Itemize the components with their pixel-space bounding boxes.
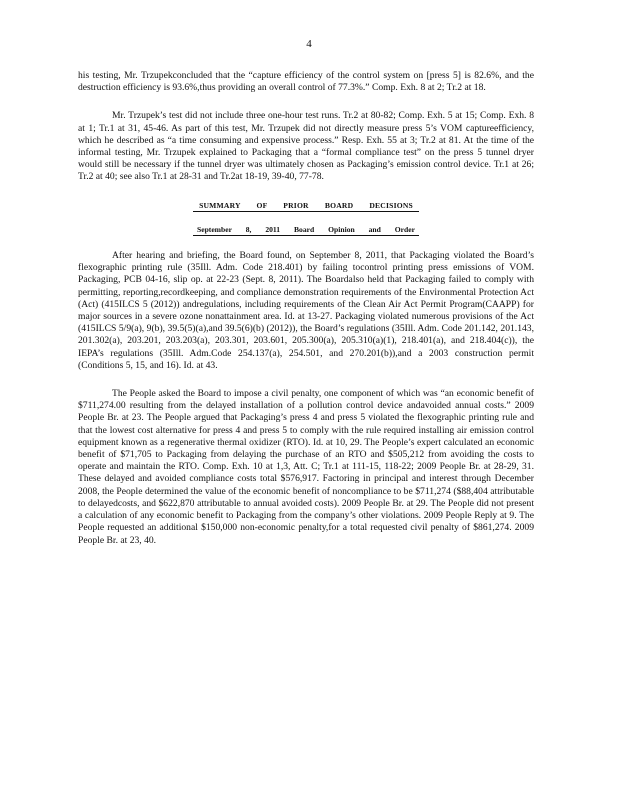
paragraph-testing-conclusion: his testing, Mr. Trzupekconcluded that the “capture efficiency of the control system on [press 5] is 82.6%, and the destruction efficiency is 93.6%,thus providing an overall control of 77.3%.” Comp. Exh. 8 at 2; Tr.2 at 18. [78,70,534,94]
page-number: 4 [306,38,312,50]
document-body [78,70,534,563]
paragraph-trzupek-test: Mr. Trzupek’s test did not include three one-hour test runs. Tr.2 at 80-82; Comp. Exh. 5 at 15; Comp. Exh. 8 at 1; Tr.1 at 31, 45-46. As part of this test, Mr. Trzupek did not directly measure press 5’s VOM captureefficiency, which he described as “a time consuming and expensive process.” Resp. Exh. 55 at 3; Tr.2 at 81. At the time of the informal testing, Mr. Trzupek explained to Packaging that a “formal compliance test” on the press 5 tunnel dryer would still be necessary if the tunnel dryer was ultimately chosen as Packaging’s emission control device. Tr.1 at 26; Tr.2 at 40; see also Tr.1 at 28-31 and Tr.2at 18-19, 39-40, 77-78. [78,110,534,183]
subsection-heading [78,224,534,236]
section-heading [78,200,534,212]
section-heading-text: SUMMARY OF PRIOR BOARD DECISIONS [193,201,419,212]
subsection-heading-text: September 8, 2011 Board Opinion and Order [193,225,419,236]
paragraph-civil-penalty: The People asked the Board to impose a civil penalty, one component of which was “an economic benefit of $711,274.00 resulting from the delayed installation of a pollution control device andavoided annual costs.” 2009 People Br. at 23. The People argued that Packaging’s press 4 and press 5 violated the flexographic printing rule and that the lowest cost alternative for press 4 and press 5 to comply with the rule required installing air emission control equipment known as a regenerative thermal oxidizer (RTO). Id. at 10, 29. The People’s expert calculated an economic benefit of $71,705 to Packaging from delaying the purchase of an RTO and $505,212 from avoiding the costs to operate and maintain the RTO. Comp. Exh. 10 at 1,3, Att. C; Tr.1 at 111-15, 118-22; 2009 People Br. at 28-29, 31. These delayed and avoided compliance costs total $576,917. Factoring in principal and interest through December 2008, the People determined the value of the economic benefit of noncompliance to be $711,274 ($88,404 attributable to delayedcosts, and $622,870 attributable to annual avoided costs). 2009 People Br. at 29. The People did not present a calculation of any economic benefit to Packaging from the company’s other violations. 2009 People Reply at 9. The People requested an additional $150,000 non-economic penalty,for a total requested civil penalty of $861,274. 2009 People Br. at 23, 40. [78,388,534,546]
paragraph-board-findings: After hearing and briefing, the Board found, on September 8, 2011, that Packaging violated the Board’s flexographic printing rule (35Ill. Adm. Code 218.401) by failing tocontrol printing press emissions of VOM. Packaging, PCB 04-16, slip op. at 22-23 (Sept. 8, 2011). The Boardalso held that Packaging failed to comply with permitting, reporting,recordkeeping, and compliance demonstration requirements of the Environmental Protection Act (Act) (415ILCS 5 (2012)) andregulations, including requirements of the Clean Air Act Permit Program(CAAPP) for major sources in a severe ozone nonattainment area. Id. at 13-27. Packaging violated numerous provisions of the Act (415ILCS 5/9(a), 9(b), 39.5(5)(a),and 39.5(6)(b) (2012)), the Board’s regulations (35Ill. Adm. Code 201.142, 201.143, 201.302(a), 203.201, 203.203(a), 203.301, 203.601, 205.300(a), 205.310(a)(1), 218.401(a), and 218.404(c)), the IEPA’s regulations (35Ill. Adm.Code 254.137(a), 254.501, and 270.201(b)),and a 2003 construction permit (Conditions 5, 15, and 16). Id. at 43. [78,250,534,371]
